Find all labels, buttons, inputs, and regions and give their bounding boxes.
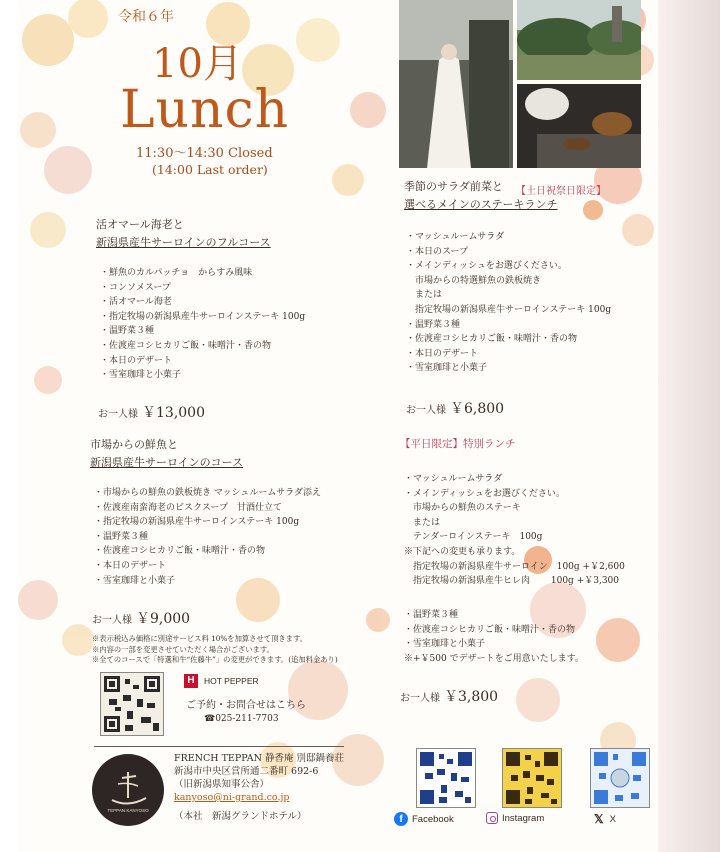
list-item: ・温野菜３種 [100, 326, 155, 337]
weekend-only-tag: 【土日祝祭日限定】 [516, 186, 606, 197]
list-item: ・温野菜３種 [404, 610, 459, 620]
list-item: 市場からの鮮魚のステーキ [404, 503, 521, 514]
list-item: 指定牧場の新潟県産牛サーロインステーキ 100g [406, 304, 612, 315]
footer-divider [94, 746, 344, 747]
list-item: ・雪室珈琲と小菓子 [404, 639, 486, 650]
list-item: ・温野菜３種 [406, 319, 461, 330]
list-item: ・本日のスープ [406, 246, 469, 257]
list-item: ・本日のデザート [94, 560, 167, 571]
upgrade-price: +￥3,300 [576, 576, 619, 587]
list-item: ・雪室珈琲と小菓子 [100, 370, 182, 381]
note-line: ※内容の一部を変更させていただく場合がございます。 [92, 644, 274, 654]
course-fish-title [90, 436, 243, 472]
list-item: ・雪室珈琲と小菓子 [406, 363, 488, 374]
facebook-link[interactable] [394, 812, 454, 826]
list-item: ・メインディッシュをお選びください。 [406, 261, 567, 272]
list-item: ・鮮魚のカルパッチョ からすみ風味 [100, 268, 253, 278]
course-full-title [96, 216, 271, 252]
list-item: ・佐渡産コシヒカリご飯・味噌汁・香の物 [100, 340, 272, 351]
course-full-title-line1: 活オマール海老と [96, 218, 184, 231]
price-value: ￥9,000 [136, 611, 191, 627]
list-item: ・指定牧場の新潟県産牛サーロインステーキ 100g [94, 517, 300, 528]
restaurant-name: FRENCH TEPPAN 静香庵 別邸鍋養荘 [174, 753, 344, 764]
facebook-icon: f [394, 812, 408, 826]
course-fish-title-line2: 新潟県産牛サーロインのコース [90, 456, 244, 469]
course-fish-items [94, 486, 321, 588]
phone-number[interactable]: ☎025-211-7703 [204, 714, 279, 724]
x-logo-icon: 𝕏 [594, 812, 604, 826]
course-salad-items [406, 230, 611, 376]
list-item: ・佐渡産コシヒカリご飯・味噌汁・香の物 [406, 334, 578, 345]
list-item: テンダーロインステーキ 100g [404, 532, 543, 543]
list-item: ・佐渡産コシヒカリご飯・味噌汁・香の物 [94, 546, 266, 557]
menu-notes [92, 634, 338, 666]
footer-info [174, 752, 344, 823]
logo-text: TEPPAN KANYOSO [107, 808, 149, 813]
list-item: ・マッシュルームサラダ [406, 232, 505, 242]
price-label: お一人様 [98, 409, 138, 420]
course-fish-price [92, 608, 190, 628]
address: 新潟市中央区営所通二番町 692-6 [174, 766, 319, 777]
list-item: ※下記への変更も承ります。 [404, 546, 521, 557]
lunch-menu-poster [18, 0, 658, 852]
list-item: ・コンソメスープ [100, 282, 171, 293]
list-item: ・佐渡産南蛮海老のビスクスープ 甘酒仕立て [94, 502, 283, 513]
course-full-title-line2: 新潟県産牛サーロインのフルコース [96, 236, 271, 249]
list-item: ・活オマール海老 [100, 297, 172, 308]
note-line: ※全てのコースで「特選和牛“佐藤牛”」の変更ができます。(追加料金あり) [92, 655, 338, 664]
company-note: （本社 新潟グランドホテル） [174, 811, 307, 822]
list-item: ・マッシュルームサラダ [404, 474, 503, 484]
instagram-icon [486, 812, 498, 824]
list-item: ・メインディッシュをお選びください。 [404, 488, 565, 499]
business-hours: 11:30～14:30 Closed [136, 146, 273, 161]
list-item: 市場からの特選鮮魚の鉄板焼き [406, 275, 542, 286]
list-item: ・本日のデザート [406, 348, 479, 359]
price-label: お一人様 [406, 405, 446, 416]
course-weekday-items [404, 472, 625, 589]
list-item: ・本日のデザート [100, 355, 173, 366]
hotpepper-label: HOT PEPPER [204, 676, 259, 686]
era-year: 令和６年 [118, 9, 174, 25]
facebook-qr-code[interactable] [416, 748, 476, 808]
price-value: ￥6,800 [450, 401, 505, 417]
page-title: Lunch [120, 80, 290, 140]
teppan-chef-photo [517, 84, 641, 168]
reservation-contact: ご予約・お問合せはこちら [186, 700, 306, 711]
list-item: ・雪室珈琲と小菓子 [94, 575, 176, 586]
note-line: ※表示税込み価格に別途サービス料 10%を加算させて頂きます。 [92, 634, 307, 643]
list-item: ・佐渡産コシヒカリご飯・味噌汁・香の物 [404, 624, 576, 635]
upgrade-option [404, 574, 625, 589]
price-value: ￥3,800 [444, 689, 499, 705]
x-qr-code[interactable] [590, 748, 650, 808]
garden-photo [517, 0, 641, 80]
instagram-qr-code[interactable] [502, 748, 562, 808]
list-item: ・指定牧場の新潟県産牛サーロインステーキ 100g [100, 311, 306, 322]
price-label: お一人様 [92, 615, 132, 626]
weekday-only-tag: 【平日限定】特別ランチ [400, 438, 516, 450]
price-value: ￥13,000 [142, 405, 205, 421]
last-order: (14:00 Last order) [152, 162, 268, 177]
reservation-qr-code[interactable] [100, 672, 164, 736]
x-label: X [609, 813, 617, 825]
kanyoso-logo [92, 754, 164, 826]
list-item: または [404, 517, 441, 528]
hotpepper-logo-icon: H [184, 674, 198, 688]
upgrade-name: 指定牧場の新潟県産牛サーロイン 100g [404, 561, 580, 572]
list-item: ・市場からの鮮魚の鉄板焼き マッシュルームサラダ添え [94, 488, 322, 498]
list-item: または [406, 290, 443, 301]
course-salad-title-line2: 選べるメインのステーキランチ [404, 198, 558, 211]
month-heading: 10月 [152, 41, 243, 87]
x-link[interactable] [594, 812, 616, 826]
list-item: ※+￥500 でデザートをご用意いたします。 [404, 653, 584, 664]
email-link[interactable]: kanyoso@ni-grand.co.jp [174, 792, 290, 803]
instagram-label: Instagram [502, 812, 545, 824]
course-salad-price [406, 398, 504, 418]
address-note: （旧新潟県知事公舎） [174, 779, 270, 790]
hotpepper-link[interactable] [184, 674, 259, 688]
instagram-link[interactable] [486, 812, 544, 824]
wedding-photo [399, 0, 513, 168]
price-label: お一人様 [400, 693, 440, 704]
course-full-price [98, 402, 205, 422]
upgrade-option [404, 560, 625, 575]
course-salad-title-line1: 季節のサラダ前菜と [404, 180, 503, 193]
upgrade-price: +￥2,600 [582, 561, 625, 572]
course-weekday-items-2 [404, 608, 584, 666]
course-full-items [100, 266, 305, 383]
course-fish-title-line1: 市場からの鮮魚と [90, 438, 178, 451]
page-edge [658, 0, 720, 852]
facebook-label: Facebook [412, 813, 454, 825]
upgrade-name: 指定牧場の新潟県産牛ヒレ肉 100g [404, 576, 574, 587]
list-item: ・温野菜３種 [94, 531, 149, 542]
course-weekday-price [400, 686, 498, 706]
